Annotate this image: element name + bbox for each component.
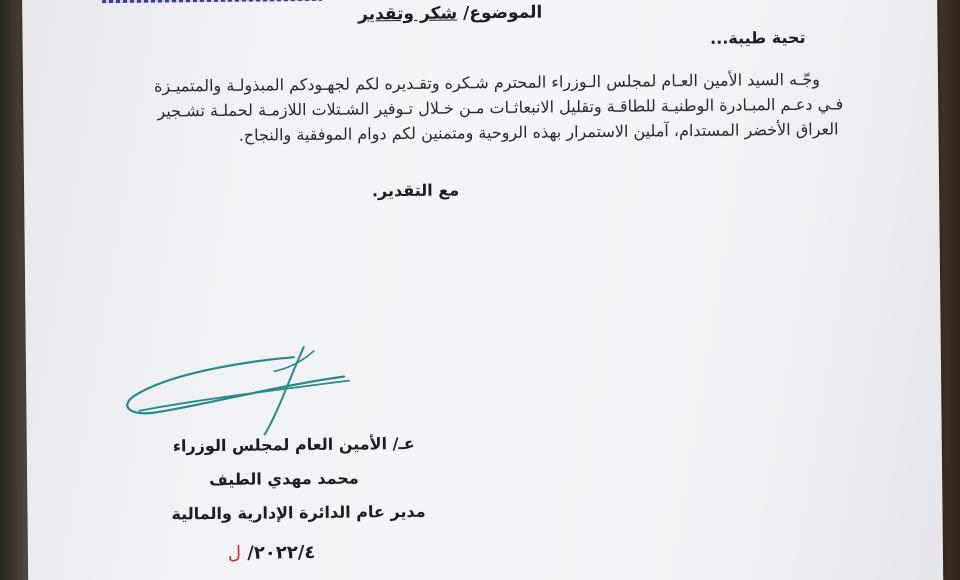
subject-value: شكر وتقدير (357, 3, 458, 25)
body-line-1: وجّـه السيد الأمين العـام لمجلس الـوزراء المحترم شـكره وتقـديره لكم لجهـودكم المبذولـة والمتميـزة (154, 69, 821, 96)
letter-date (228, 542, 316, 564)
letter-paper (22, 0, 943, 580)
date-value: ٢٠٢٢/٤/ (247, 541, 316, 564)
greeting: تحية طيبة... (710, 27, 806, 48)
body-line-3: العراق الأخضر المستدام، آملين الاستمرار بهذه الروحية ومتمنين لكم دوام الموفقية والنجاح. (238, 119, 839, 145)
closing: مع التقدير. (371, 180, 460, 201)
subject-line (358, 3, 542, 25)
signatory-name: محمد مهدي الطيف (209, 468, 359, 490)
signature-on-behalf: عـ/ الأمين العام لمجلس الوزراء (172, 433, 415, 456)
letterhead-stripe (102, 0, 322, 3)
signatory-title: مدير عام الدائرة الإدارية والمالية (171, 501, 426, 524)
date-mark: ل (227, 542, 242, 564)
body-line-2: فـي دعـم المبـادرة الوطنيـة للطاقـة وتقليل الانبعاثـات مـن خـلال تـوفير الشـتلات اللازمـة لحملـة تشـجير (157, 94, 844, 121)
subject-label: الموضوع/ (462, 2, 543, 24)
